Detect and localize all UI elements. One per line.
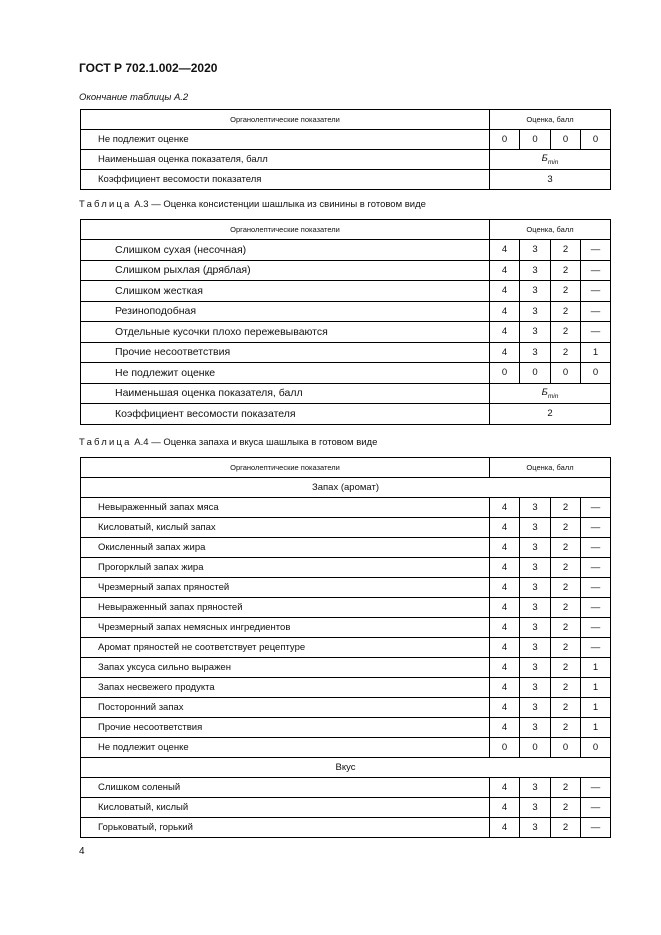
table-a4-caption-text: А.4 — Оценка запаха и вкуса шашлыка в готовом виде bbox=[134, 437, 378, 448]
score-cell: 0 bbox=[490, 738, 520, 758]
section-taste: Вкус bbox=[81, 758, 611, 778]
score-cell: 0 bbox=[520, 130, 551, 150]
column-header-score: Оценка, балл bbox=[490, 458, 611, 478]
score-cell: 4 bbox=[490, 598, 520, 618]
table-a4 bbox=[80, 457, 611, 838]
score-cell: 3 bbox=[520, 538, 551, 558]
indicator-name: Окисленный запах жира bbox=[81, 538, 490, 558]
table-row bbox=[81, 363, 611, 384]
score-cell: 2 bbox=[551, 678, 581, 698]
table-row bbox=[81, 818, 611, 838]
table-row bbox=[81, 498, 611, 518]
indicator-name: Аромат пряностей не соответствует рецептуре bbox=[81, 638, 490, 658]
table-label: Таблица bbox=[79, 199, 132, 210]
score-cell: 3 bbox=[520, 658, 551, 678]
min-score-label: Наименьшая оценка показателя, балл bbox=[81, 150, 490, 170]
score-cell: 4 bbox=[490, 260, 520, 281]
score-cell: 1 bbox=[581, 718, 611, 738]
score-cell: 3 bbox=[520, 698, 551, 718]
score-cell: 2 bbox=[551, 260, 581, 281]
table-row bbox=[81, 598, 611, 618]
score-cell: 4 bbox=[490, 342, 520, 363]
score-cell: 2 bbox=[551, 598, 581, 618]
score-cell: — bbox=[581, 538, 611, 558]
table-row bbox=[81, 240, 611, 261]
indicator-name: Чрезмерный запах немясных ингредиентов bbox=[81, 618, 490, 638]
indicator-name: Чрезмерный запах пряностей bbox=[81, 578, 490, 598]
score-cell: 2 bbox=[551, 342, 581, 363]
score-cell: 4 bbox=[490, 498, 520, 518]
score-cell: 3 bbox=[520, 718, 551, 738]
score-cell: 4 bbox=[490, 301, 520, 322]
table-row bbox=[81, 478, 611, 498]
min-score-symbol: Б bbox=[541, 386, 548, 398]
indicator-name: Невыраженный запах пряностей bbox=[81, 598, 490, 618]
score-cell: 1 bbox=[581, 342, 611, 363]
score-cell: 4 bbox=[490, 638, 520, 658]
score-cell: 3 bbox=[520, 322, 551, 343]
score-cell: — bbox=[581, 240, 611, 261]
score-cell: 2 bbox=[551, 798, 581, 818]
table-row bbox=[81, 281, 611, 302]
score-cell: 2 bbox=[551, 778, 581, 798]
score-cell: 4 bbox=[490, 658, 520, 678]
score-cell: 2 bbox=[551, 818, 581, 838]
indicator-name: Запах уксуса сильно выражен bbox=[81, 658, 490, 678]
indicator-name: Прочие несоответствия bbox=[81, 718, 490, 738]
table-row bbox=[81, 618, 611, 638]
table-row bbox=[81, 301, 611, 322]
score-cell: — bbox=[581, 281, 611, 302]
table-row bbox=[81, 678, 611, 698]
score-cell: 2 bbox=[551, 698, 581, 718]
table-a4-caption bbox=[79, 437, 377, 448]
document-title: ГОСТ Р 702.1.002—2020 bbox=[79, 61, 218, 75]
score-cell: — bbox=[581, 301, 611, 322]
score-cell: 4 bbox=[490, 718, 520, 738]
score-cell: — bbox=[581, 638, 611, 658]
indicator-name: Не подлежит оценке bbox=[81, 363, 490, 384]
score-cell: 1 bbox=[581, 698, 611, 718]
score-cell: 4 bbox=[490, 558, 520, 578]
score-cell: 0 bbox=[551, 130, 581, 150]
min-score-subscript: min bbox=[547, 158, 559, 166]
score-cell: 3 bbox=[520, 578, 551, 598]
weight-label: Коэффициент весомости показателя bbox=[81, 404, 490, 425]
indicator-name: Не подлежит оценке bbox=[81, 738, 490, 758]
score-cell: — bbox=[581, 260, 611, 281]
table-row bbox=[81, 342, 611, 363]
score-cell: — bbox=[581, 578, 611, 598]
score-cell: 3 bbox=[520, 598, 551, 618]
table-row bbox=[81, 558, 611, 578]
table-row bbox=[81, 578, 611, 598]
score-cell: 2 bbox=[551, 518, 581, 538]
table-row bbox=[81, 758, 611, 778]
table-row bbox=[81, 778, 611, 798]
indicator-name: Не подлежит оценке bbox=[81, 130, 490, 150]
score-cell: 4 bbox=[490, 618, 520, 638]
score-cell: 4 bbox=[490, 698, 520, 718]
table-row bbox=[81, 738, 611, 758]
score-cell: 4 bbox=[490, 281, 520, 302]
indicator-name: Слишком рыхлая (дряблая) bbox=[81, 260, 490, 281]
table-row bbox=[81, 130, 611, 150]
score-cell: — bbox=[581, 778, 611, 798]
score-cell: 3 bbox=[520, 778, 551, 798]
score-cell: 2 bbox=[551, 718, 581, 738]
table-a3-caption bbox=[79, 199, 426, 210]
section-smell: Запах (аромат) bbox=[81, 478, 611, 498]
indicator-name: Кисловатый, кислый запах bbox=[81, 518, 490, 538]
indicator-name: Запах несвежего продукта bbox=[81, 678, 490, 698]
score-cell: 0 bbox=[581, 738, 611, 758]
score-cell: — bbox=[581, 598, 611, 618]
score-cell: 2 bbox=[551, 618, 581, 638]
column-header-indicator: Органолептические показатели bbox=[81, 110, 490, 130]
score-cell: 3 bbox=[520, 342, 551, 363]
score-cell: 3 bbox=[520, 301, 551, 322]
score-cell: — bbox=[581, 322, 611, 343]
score-cell: 3 bbox=[520, 618, 551, 638]
table-row bbox=[81, 518, 611, 538]
table-row bbox=[81, 638, 611, 658]
score-cell: 3 bbox=[520, 818, 551, 838]
min-score-subscript: min bbox=[547, 392, 559, 400]
indicator-name: Прочие несоответствия bbox=[81, 342, 490, 363]
score-cell: 0 bbox=[490, 363, 520, 384]
table-row bbox=[81, 404, 611, 425]
score-cell: 2 bbox=[551, 240, 581, 261]
score-cell: 3 bbox=[520, 260, 551, 281]
score-cell: 0 bbox=[581, 363, 611, 384]
score-cell: 0 bbox=[551, 738, 581, 758]
min-score-label: Наименьшая оценка показателя, балл bbox=[81, 383, 490, 404]
table-row bbox=[81, 798, 611, 818]
indicator-name: Прогорклый запах жира bbox=[81, 558, 490, 578]
score-cell: 2 bbox=[551, 322, 581, 343]
score-cell: — bbox=[581, 558, 611, 578]
score-cell: 2 bbox=[551, 538, 581, 558]
min-score-symbol: Б bbox=[541, 153, 548, 165]
column-header-score: Оценка, балл bbox=[490, 220, 611, 240]
score-cell: 2 bbox=[551, 658, 581, 678]
table-row bbox=[81, 150, 611, 170]
score-cell: 1 bbox=[581, 678, 611, 698]
score-cell: 2 bbox=[551, 301, 581, 322]
score-cell: 2 bbox=[551, 638, 581, 658]
indicator-name: Кисловатый, кислый bbox=[81, 798, 490, 818]
table-row bbox=[81, 658, 611, 678]
score-cell: 3 bbox=[520, 518, 551, 538]
score-cell: 4 bbox=[490, 322, 520, 343]
score-cell: — bbox=[581, 618, 611, 638]
table-row bbox=[81, 538, 611, 558]
score-cell: 4 bbox=[490, 518, 520, 538]
score-cell: 3 bbox=[520, 281, 551, 302]
score-cell: 4 bbox=[490, 240, 520, 261]
page-number: 4 bbox=[79, 846, 85, 857]
indicator-name: Посторонний запах bbox=[81, 698, 490, 718]
score-cell: 4 bbox=[490, 818, 520, 838]
indicator-name: Слишком соленый bbox=[81, 778, 490, 798]
score-cell: 0 bbox=[490, 130, 520, 150]
indicator-name: Невыраженный запах мяса bbox=[81, 498, 490, 518]
score-cell: 2 bbox=[551, 281, 581, 302]
score-cell: — bbox=[581, 818, 611, 838]
score-cell: 2 bbox=[551, 578, 581, 598]
table-row bbox=[81, 718, 611, 738]
score-cell: — bbox=[581, 798, 611, 818]
score-cell: 3 bbox=[520, 558, 551, 578]
table-row bbox=[81, 322, 611, 343]
score-cell: 3 bbox=[520, 498, 551, 518]
score-cell: 3 bbox=[520, 798, 551, 818]
indicator-name: Резиноподобная bbox=[81, 301, 490, 322]
indicator-name: Слишком жесткая bbox=[81, 281, 490, 302]
table-row bbox=[81, 698, 611, 718]
column-header-indicator: Органолептические показатели bbox=[81, 220, 490, 240]
column-header-score: Оценка, балл bbox=[490, 110, 611, 130]
table-a3-caption-text: А.3 — Оценка консистенции шашлыка из свинины в готовом виде bbox=[134, 199, 426, 210]
weight-value: 2 bbox=[490, 404, 611, 425]
score-cell: 4 bbox=[490, 578, 520, 598]
table-label: Таблица bbox=[79, 437, 132, 448]
column-header-indicator: Органолептические показатели bbox=[81, 458, 490, 478]
score-cell: 1 bbox=[581, 658, 611, 678]
table-a2-end bbox=[80, 109, 611, 190]
score-cell: 4 bbox=[490, 798, 520, 818]
score-cell: 2 bbox=[551, 498, 581, 518]
score-cell: 2 bbox=[551, 558, 581, 578]
indicator-name: Слишком сухая (несочная) bbox=[81, 240, 490, 261]
table-row bbox=[81, 383, 611, 404]
weight-label: Коэффициент весомости показателя bbox=[81, 170, 490, 190]
score-cell: 4 bbox=[490, 538, 520, 558]
score-cell: — bbox=[581, 518, 611, 538]
score-cell: 3 bbox=[520, 678, 551, 698]
min-score-value bbox=[490, 383, 611, 404]
score-cell: 0 bbox=[520, 738, 551, 758]
weight-value: 3 bbox=[490, 170, 611, 190]
table-row bbox=[81, 170, 611, 190]
score-cell: 0 bbox=[581, 130, 611, 150]
score-cell: 4 bbox=[490, 678, 520, 698]
min-score-value bbox=[490, 150, 611, 170]
indicator-name: Отдельные кусочки плохо пережевываются bbox=[81, 322, 490, 343]
score-cell: 3 bbox=[520, 240, 551, 261]
score-cell: 4 bbox=[490, 778, 520, 798]
score-cell: 0 bbox=[551, 363, 581, 384]
table-a3 bbox=[80, 219, 611, 425]
indicator-name: Горьковатый, горький bbox=[81, 818, 490, 838]
table-a2-caption: Окончание таблицы А.2 bbox=[79, 92, 189, 103]
score-cell: 0 bbox=[520, 363, 551, 384]
score-cell: — bbox=[581, 498, 611, 518]
score-cell: 3 bbox=[520, 638, 551, 658]
table-row bbox=[81, 260, 611, 281]
